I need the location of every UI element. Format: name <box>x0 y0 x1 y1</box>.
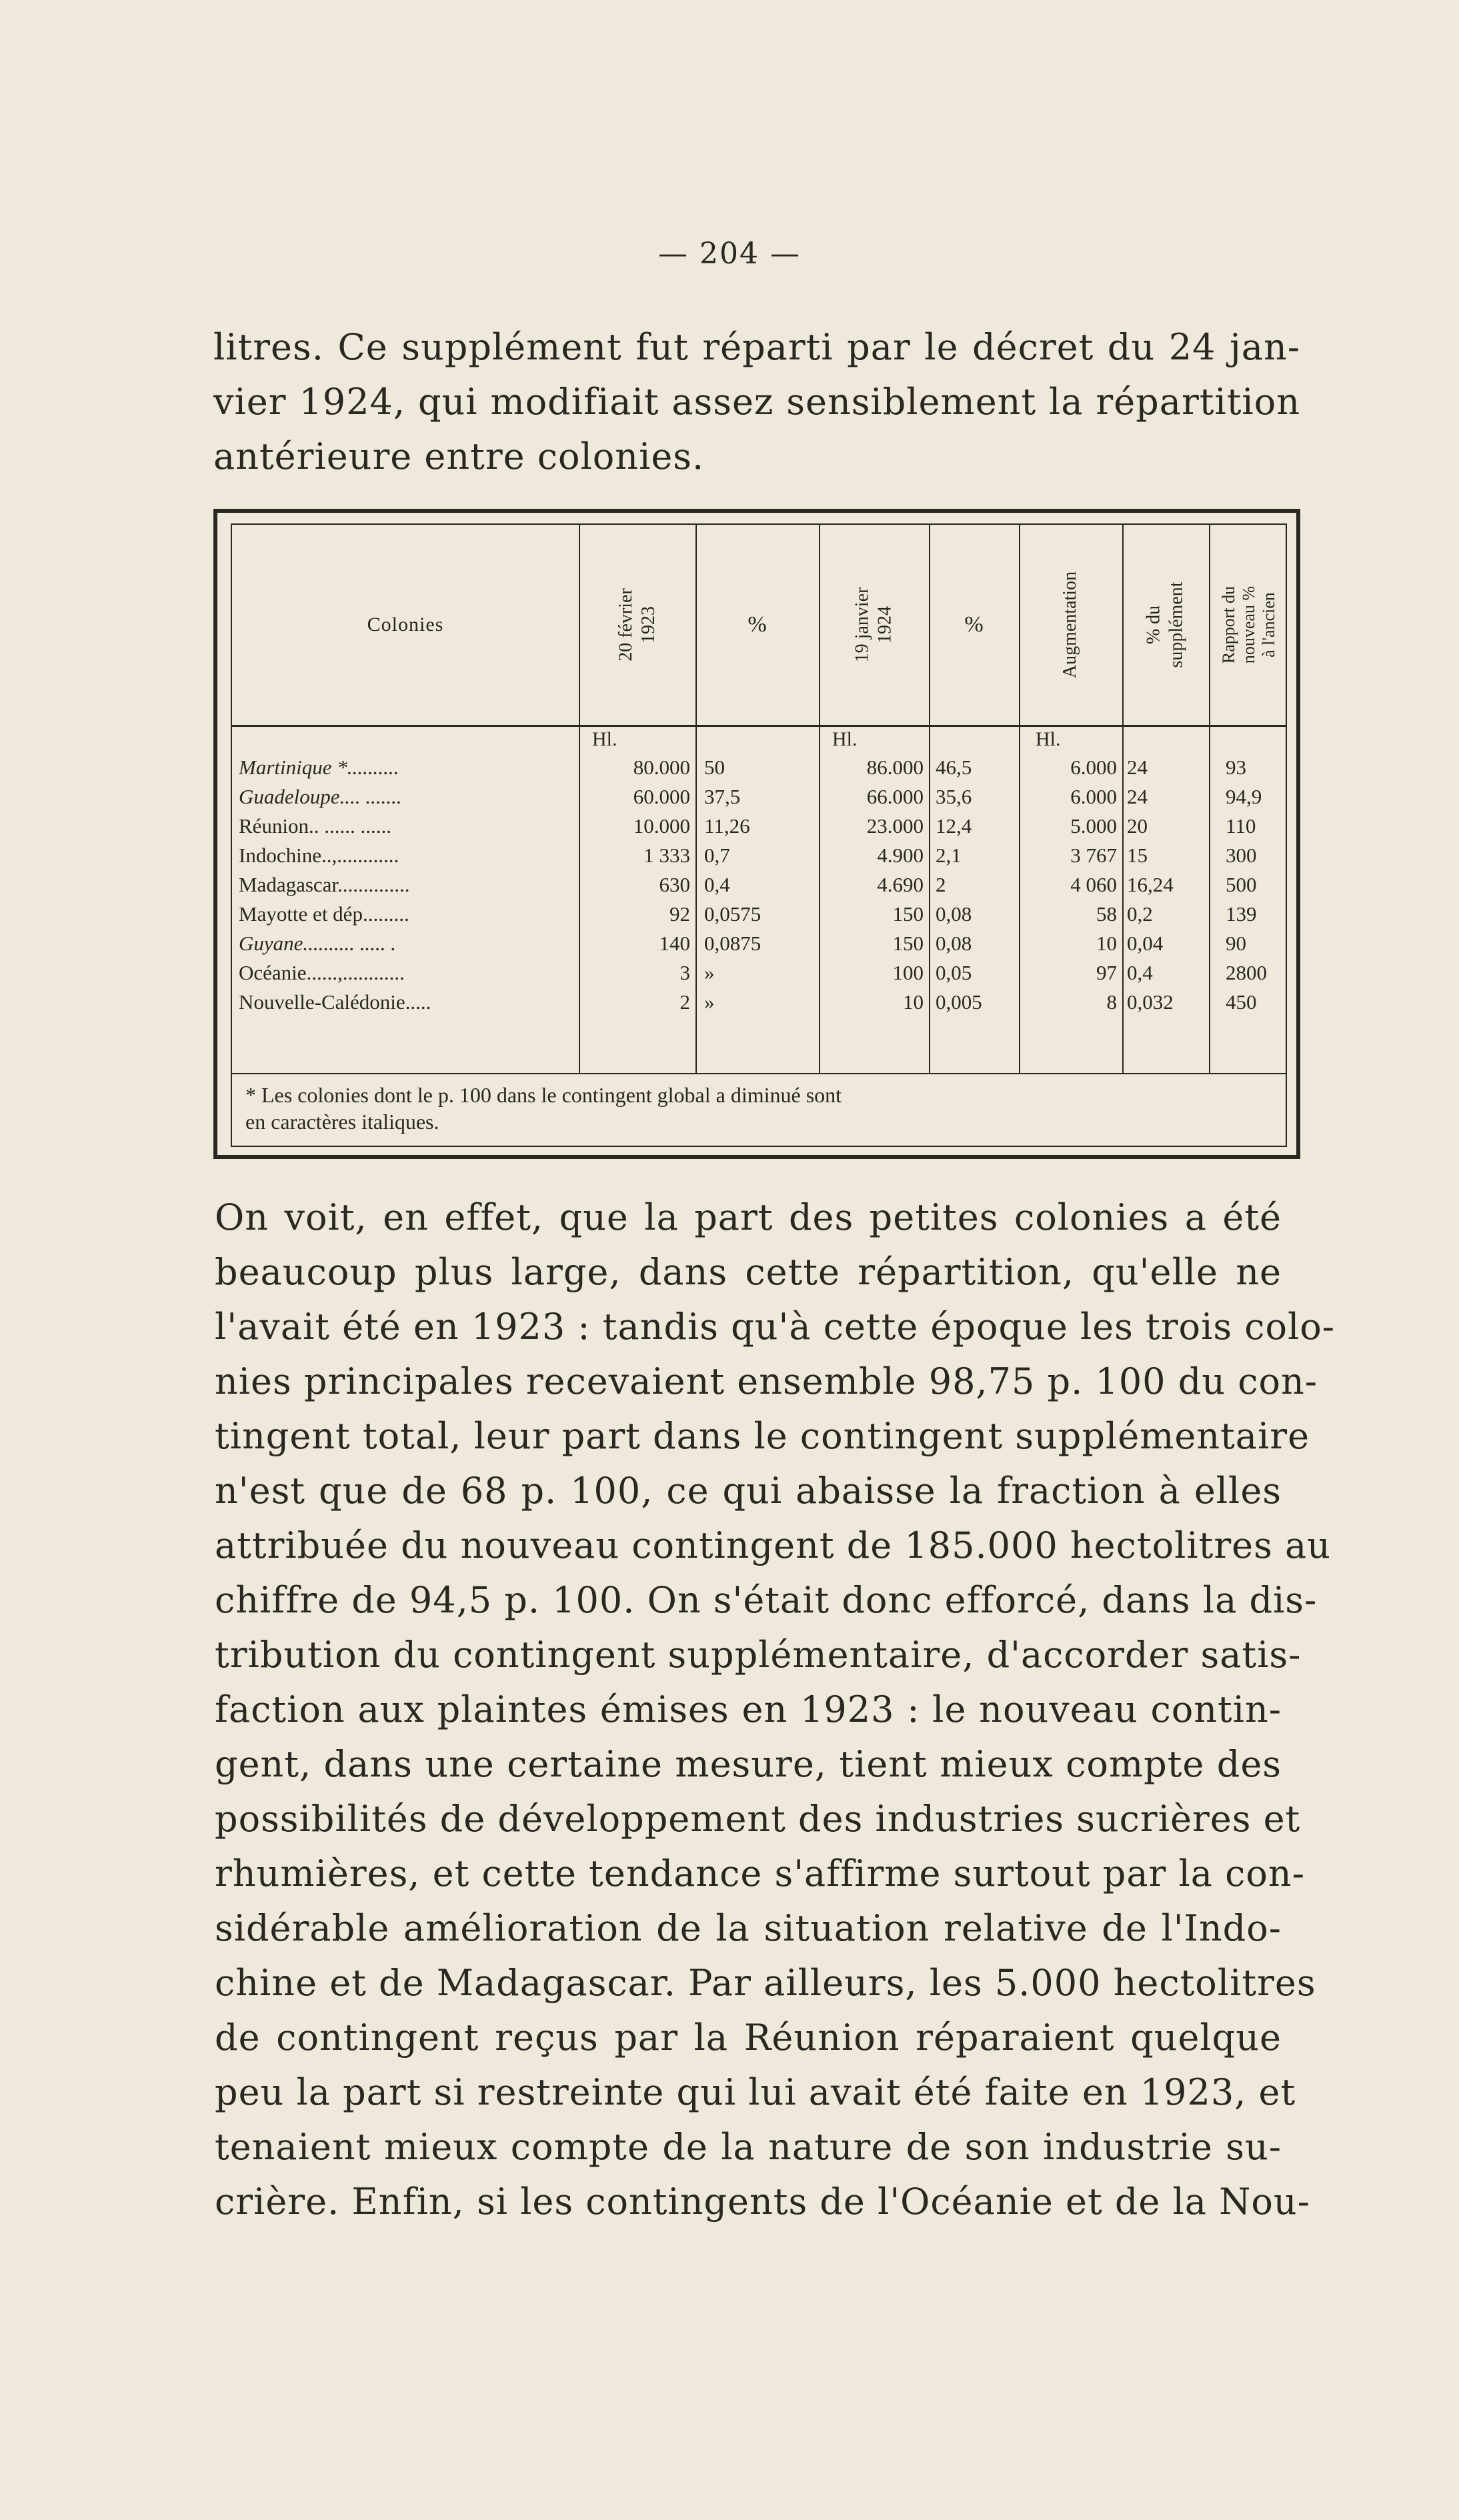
unit-augmentation: Hl. <box>1036 728 1061 750</box>
text-line: sidérable amélioration de la situation relative de l'Indo- <box>215 1907 1282 1949</box>
cell-jan1924: 23.000 <box>866 814 924 838</box>
cell-rapport: 110 <box>1226 814 1256 838</box>
cell-pct-sup: 16,24 <box>1127 873 1174 896</box>
cell-feb1923: 630 <box>659 873 690 896</box>
cell-feb1923: 10.000 <box>633 814 690 838</box>
cell-jan1924: 150 <box>892 902 924 926</box>
text-line: On voit, en effet, que la part des petites colonies a été <box>215 1196 1282 1238</box>
cell-aug: 5.000 <box>1070 814 1117 838</box>
row-colony-name: Océanie......,............ <box>239 961 405 984</box>
unit-feb-1923: Hl. <box>592 728 617 750</box>
text-line: chine et de Madagascar. Par ailleurs, les 5.000 hectolitres <box>215 1962 1316 2004</box>
table-row <box>232 753 1286 782</box>
cell-pct2: 35,6 <box>936 785 972 808</box>
cell-pct-sup: 20 <box>1127 814 1148 838</box>
cell-rapport: 94,9 <box>1226 785 1262 808</box>
cell-rapport: 90 <box>1226 932 1246 955</box>
cell-pct-sup: 15 <box>1127 844 1148 867</box>
text-line: de contingent reçus par la Réunion réparaient quelque <box>215 2017 1282 2059</box>
header-feb-1923-line2: 1923 <box>637 606 659 644</box>
text-line: faction aux plaintes émises en 1923 : le nouveau contin- <box>215 1688 1282 1730</box>
cell-rapport: 2800 <box>1226 961 1267 984</box>
cell-jan1924: 86.000 <box>866 756 924 779</box>
header-pct-1924 <box>929 525 1019 725</box>
cell-pct2: 0,08 <box>936 932 972 955</box>
header-augmentation <box>1019 525 1122 725</box>
header-jan-1924 <box>819 525 929 725</box>
cell-pct1: 37,5 <box>704 785 741 808</box>
cell-pct-sup: 0,4 <box>1127 961 1153 984</box>
text-line: attribuée du nouveau contingent de 185.000 hectolitres au <box>215 1524 1331 1566</box>
cell-pct1: 0,0875 <box>704 932 762 955</box>
cell-feb1923: 140 <box>659 932 690 955</box>
cell-rapport: 450 <box>1226 990 1257 1014</box>
text-line: rhumières, et cette tendance s'affirme surtout par la con- <box>215 1852 1305 1895</box>
cell-aug: 3 767 <box>1070 844 1117 867</box>
cell-aug: 8 <box>1106 990 1117 1014</box>
paragraph-intro <box>213 320 1300 484</box>
row-colony-name: Madagascar.............. <box>239 873 410 896</box>
text-line: chiffre de 94,5 p. 100. On s'était donc efforcé, dans la dis- <box>215 1579 1318 1621</box>
cell-jan1924: 66.000 <box>866 785 924 808</box>
table-row <box>232 929 1286 958</box>
header-rule <box>232 725 1286 727</box>
cell-aug: 6.000 <box>1070 785 1117 808</box>
row-colony-name: Mayotte et dép......... <box>239 902 409 926</box>
footnote-line: en caractères italiques. <box>245 1110 439 1134</box>
row-colony-name: Guadeloupe.... ....... <box>239 785 402 808</box>
text-line: crière. Enfin, si les contingents de l'Océanie et de la Nou- <box>215 2181 1310 2223</box>
text-line: tenaient mieux compte de la nature de son industrie su- <box>215 2126 1282 2168</box>
cell-pct1: 0,0575 <box>704 902 762 926</box>
row-colony-name: Martinique *.......... <box>239 756 399 779</box>
cell-rapport: 500 <box>1226 873 1257 896</box>
cell-aug: 58 <box>1096 902 1117 926</box>
cell-pct2: 0,005 <box>936 990 982 1014</box>
cell-feb1923: 2 <box>679 990 690 1014</box>
header-jan-1924-line1: 19 janvier <box>852 587 873 663</box>
header-rapport-line2: nouveau % <box>1238 585 1258 664</box>
header-pct-1923-label: % <box>748 612 767 637</box>
table-row <box>232 988 1286 1016</box>
cell-rapport: 139 <box>1226 902 1257 926</box>
cell-jan1924: 4.690 <box>877 873 924 896</box>
cell-feb1923: 60.000 <box>633 785 690 808</box>
text-line: tingent total, leur part dans le contingent supplémentaire <box>215 1415 1310 1457</box>
cell-pct-sup: 24 <box>1127 785 1148 808</box>
header-feb-1923-line1: 20 février <box>615 588 636 662</box>
table-row <box>232 841 1286 870</box>
text-line: possibilités de développement des industries sucrières et <box>215 1798 1301 1840</box>
unit-jan-1924: Hl. <box>832 728 858 750</box>
footnote-line: * Les colonies dont le p. 100 dans le contingent global a diminué sont <box>245 1083 842 1107</box>
header-pct-supplement-line1: % du <box>1144 605 1164 645</box>
cell-pct1: 50 <box>704 756 725 779</box>
text-line: antérieure entre colonies. <box>213 435 705 477</box>
cell-aug: 4 060 <box>1070 873 1117 896</box>
header-pct-1923 <box>695 525 819 725</box>
cell-pct2: 2 <box>936 873 946 896</box>
cell-pct1: » <box>704 990 715 1014</box>
header-feb-1923 <box>579 525 695 725</box>
cell-feb1923: 1 333 <box>643 844 690 867</box>
header-rapport-line1: Rapport du <box>1218 585 1238 664</box>
distribution-table <box>213 509 1300 1159</box>
table-row <box>232 958 1286 987</box>
page-number: — 204 — <box>658 237 801 271</box>
cell-jan1924: 4.900 <box>877 844 924 867</box>
header-jan-1924-line2: 1924 <box>874 606 896 644</box>
cell-rapport: 300 <box>1226 844 1257 867</box>
header-pct-supplement-line2: supplément <box>1166 581 1187 668</box>
cell-pct2: 46,5 <box>936 756 972 779</box>
row-colony-name: Réunion.. ...... ...... <box>239 814 392 838</box>
cell-pct2: 0,05 <box>936 961 972 984</box>
cell-aug: 6.000 <box>1070 756 1117 779</box>
cell-aug: 97 <box>1096 961 1117 984</box>
text-line: l'avait été en 1923 : tandis qu'à cette époque les trois colo- <box>215 1306 1335 1348</box>
cell-jan1924: 10 <box>903 990 924 1014</box>
cell-pct2: 12,4 <box>936 814 972 838</box>
cell-pct1: » <box>704 961 715 984</box>
header-pct-supplement <box>1122 525 1209 725</box>
text-line: gent, dans une certaine mesure, tient mieux compte des <box>215 1743 1282 1785</box>
header-pct-1924-label: % <box>964 612 984 637</box>
table-frame <box>231 523 1287 1147</box>
cell-feb1923: 80.000 <box>633 756 690 779</box>
cell-pct-sup: 0,2 <box>1127 902 1153 926</box>
table-row <box>232 900 1286 928</box>
row-colony-name: Indochine..,............ <box>239 844 399 867</box>
header-colonies <box>232 525 579 725</box>
text-line: peu la part si restreinte qui lui avait été faite en 1923, et <box>215 2071 1296 2113</box>
cell-jan1924: 100 <box>892 961 924 984</box>
cell-pct-sup: 0,032 <box>1127 990 1174 1014</box>
header-augmentation-label: Augmentation <box>1060 571 1081 679</box>
text-line: beaucoup plus large, dans cette répartition, qu'elle ne <box>215 1251 1282 1293</box>
table-row <box>232 782 1286 811</box>
cell-pct1: 0,7 <box>704 844 730 867</box>
text-line: vier 1924, qui modifiait assez sensiblement la répartition <box>213 381 1300 423</box>
header-colonies-label: Colonies <box>367 613 444 636</box>
cell-feb1923: 3 <box>679 961 690 984</box>
cell-pct1: 0,4 <box>704 873 730 896</box>
body-rule <box>232 1073 1286 1074</box>
text-line: tribution du contingent supplémentaire, d'accorder satis- <box>215 1634 1302 1676</box>
row-colony-name: Guyane.......... ..... . <box>239 932 396 955</box>
cell-pct1: 11,26 <box>704 814 750 838</box>
table-footnote <box>245 1082 1272 1135</box>
text-line: litres. Ce supplément fut réparti par le décret du 24 jan- <box>213 326 1300 368</box>
cell-pct-sup: 24 <box>1127 756 1148 779</box>
cell-feb1923: 92 <box>669 902 690 926</box>
cell-pct-sup: 0,04 <box>1127 932 1164 955</box>
paragraph-analysis <box>215 1190 1335 2229</box>
cell-pct2: 2,1 <box>936 844 962 867</box>
text-line: n'est que de 68 p. 100, ce qui abaisse la fraction à elles <box>215 1470 1282 1512</box>
cell-rapport: 93 <box>1226 756 1246 779</box>
cell-jan1924: 150 <box>892 932 924 955</box>
table-row <box>232 870 1286 899</box>
header-rapport <box>1209 525 1289 725</box>
cell-aug: 10 <box>1096 932 1117 955</box>
cell-pct2: 0,08 <box>936 902 972 926</box>
table-row <box>232 812 1286 840</box>
row-colony-name: Nouvelle-Calédonie..... <box>239 990 431 1014</box>
text-line: nies principales recevaient ensemble 98,75 p. 100 du con- <box>215 1360 1318 1402</box>
header-rapport-line3: à l'ancien <box>1258 592 1278 658</box>
